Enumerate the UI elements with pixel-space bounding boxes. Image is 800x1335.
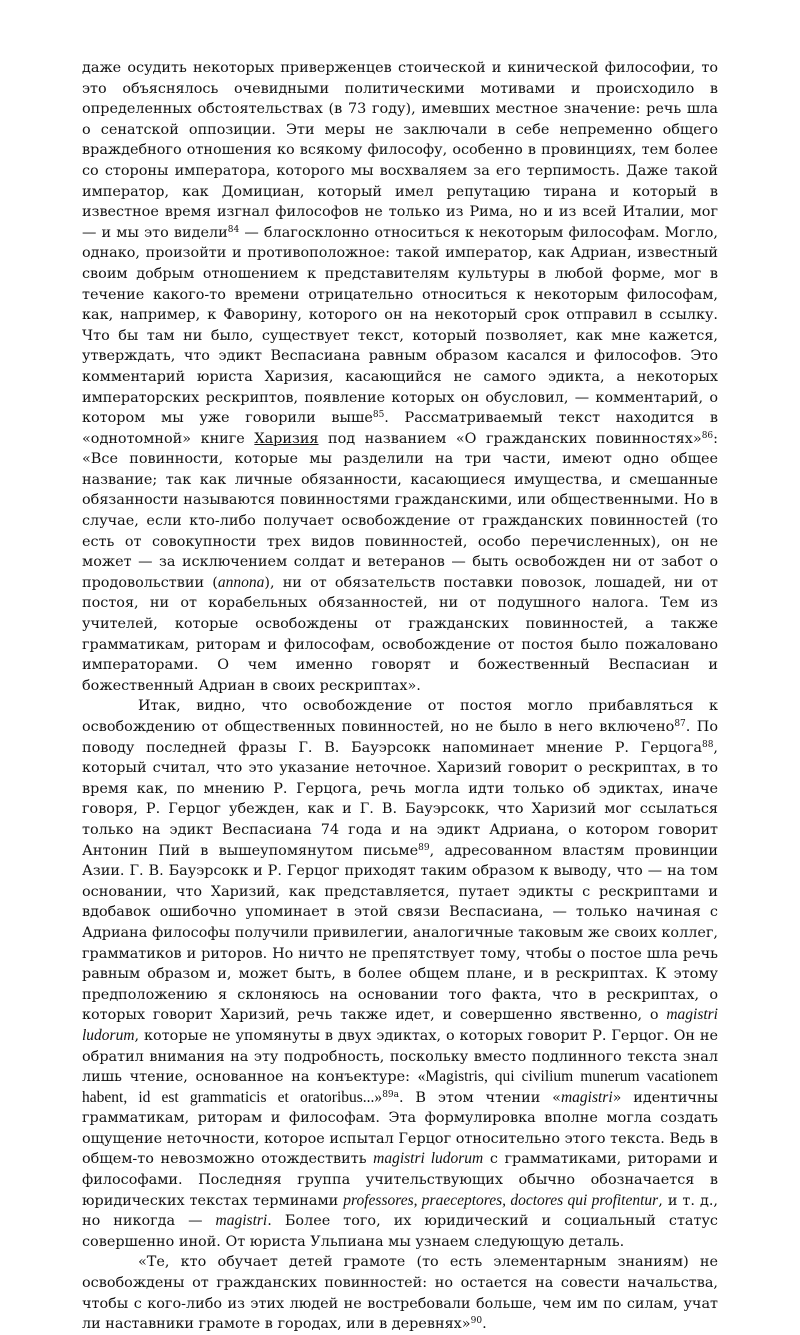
italic-term: magistri ludorum: [373, 1150, 484, 1168]
text-run: . Более того, их юридический и социальный статус совершенно иной. От юриста Ульпиана мы узнаем следующую деталь.: [82, 1213, 718, 1250]
text-run: с грамматиками, риторами и философами. Последняя группа учительствующих обычно обозначается в юридических текстах терминами: [82, 1151, 718, 1209]
paragraph-1: [82, 58, 718, 696]
footnote-ref[interactable]: 89: [418, 842, 430, 853]
text-run: . В этом чтении «: [399, 1089, 561, 1106]
paragraph-3: [82, 1252, 718, 1334]
text-run: » идентичны грамматикам, риторам и философам. Эта формулировка вполне могла создать ощущение неточности, которое испытал Герцог относительно этого текста. Ведь в общем-то невозможно отождествить: [82, 1089, 718, 1168]
underlined-name: Харизия: [254, 430, 319, 447]
text-run: : «Все повинности, которые мы разделили на три части, имеют одно общее название; так как личные обязанности, касающиеся имущества, и смешанные обязанности называются повинностями гражданскими, или общественными. Но в случае, если кто-либо получает освобождение от гражданских повинностей (то есть от совокупности трех видов повинностей, особо перечисленных), он не может — за исключением солдат и ветеранов — быть освобожден ни от забот о продовольствии (: [82, 430, 718, 591]
paragraph-2: [82, 696, 718, 1252]
text-run: . По поводу последней фразы Г. В. Бауэрсокк напоминает мнение Р. Герцога: [82, 719, 718, 756]
text-run: — благосклонно относиться к некоторым философам. Могло, однако, произойти и противоположное: такой император, как Адриан, известный своим добрым отношением к представителям культуры в любой форме, мог в течение какого-то времени отрицательно относиться к некоторым философам, как, например, к Фаворину, которого он на некоторый срок отправил в ссылку. Что бы там ни было, существует текст, который позволяет, как мне кажется, утверждать, что эдикт Веспасиана равным образом касался и философов. Это комментарий юриста Харизия, касающийся не самого эдикта, а некоторых императорских рескриптов, появление которых он обусловил, — комментарий, о котором мы уже говорили выше: [82, 224, 718, 427]
italic-term: annona: [217, 573, 265, 591]
footnote-ref[interactable]: 90: [470, 1316, 483, 1327]
text-run: , которые не упомянуты в двух эдиктах, о которых говорит Р. Герцог. Он не обратил внимания на эту подробность, поскольку вместо подлинного текста знал лишь чтение, основанное на конъектуре:: [82, 1027, 718, 1086]
latin-quote: «Magistris, qui civilium munerum vacationem habent, id est grammaticis et oratoribus...»: [82, 1068, 719, 1106]
text-run: даже осудить некоторых приверженцев стоической и кинической философии, то это объяснялось очевидными политическими мотивами и происходило в определенных обстоятельствах (в 73 году), имевших местное значение: речь шла о сенатской оппозиции. Эти меры не заключали в себе непременно общего враждебного отношения ко всякому философу, особенно в провинциях, тем более со стороны императора, которого мы восхваляем за его терпимость. Даже такой император, как Домициан, который имел репутацию тирана и который в известное время изгнал философов не только из Рима, но и из всей Италии, мог — и мы это видели: [82, 60, 718, 241]
footnote-ref[interactable]: 88: [701, 739, 714, 750]
text-run: , адресованном властям провинции Азии. Г. В. Бауэрсокк и Р. Герцог приходят таким образом к выводу, что — на том основании, что Харизий, как представляется, путает эдикты с рескриптами и вдобавок ошибочно упоминает в этой связи Веспасиана, — только начиная с Адриана философы получили привилегии, аналогичные таковым же своих коллег, грамматиков и риторов. Но ничто не препятствует тому, чтобы о постое шла речь равным образом и, может быть, в более общем плане, и в рескриптах. К этому предположению я склоняюсь на основании того факта, что в рескриптах, о которых говорит Харизий, речь также идет, и совершенно явственно, о: [82, 842, 719, 1024]
italic-term: professores, praeceptores, doctores qui profitentur: [343, 1191, 659, 1209]
italic-term: magistri ludorum: [82, 1006, 718, 1044]
text-run: . Рассматриваемый текст находится в «однотомной» книге: [82, 410, 718, 447]
footnote-ref[interactable]: 87: [674, 719, 686, 729]
text-run: , который считал, что это указание неточное. Харизий говорит о рескриптах, в то время как, по мнению Р. Герцога, речь могла идти только об эдиктах, иначе говоря, Р. Герцог убежден, как и Г. В. Бауэрсокк, что Харизий мог ссылаться только на эдикт Веспасиана 74 года и на эдикт Адриана, о котором говорит Антонин Пий в вышеупомянутом письме: [82, 739, 718, 859]
text-run: ), ни от обязательств поставки повозок, лошадей, ни от постоя, ни от корабельных обязанностей, ни от подушного налога. Тем из учителей, которые освобождены от гражданских повинностей, а также грамматикам, риторам и философам, освобождение от постоя было пожаловано императорами. О чем именно говорят и божественный Веспасиан и божественный Адриан в своих рескриптах».: [82, 574, 718, 694]
italic-term: magistri: [215, 1212, 268, 1230]
text-run: под названием «О гражданских повинностях»: [318, 430, 702, 447]
footnote-ref[interactable]: 89a: [382, 1089, 400, 1100]
text-run: «Те, кто обучает детей грамоте (то есть элементарным знаниям) не освобождены от гражданских повинностей: но остается на совести начальства, чтобы с кого-либо из этих людей не востребовали больше, чем им по силам, учат ли наставники грамоте в городах, или в деревнях»: [82, 1254, 718, 1333]
document-page: [82, 58, 718, 1335]
italic-term: magistri: [560, 1088, 613, 1106]
text-run: .: [482, 1316, 487, 1333]
footnote-ref[interactable]: 84: [227, 224, 240, 235]
text-run: Итак, видно, что освобождение от постоя могло прибавляться к освобождению от общественных повинностей, но не было в него включено: [82, 698, 718, 735]
footnote-ref[interactable]: 86: [701, 430, 714, 441]
footnote-ref[interactable]: 85: [372, 410, 385, 421]
text-run: , и т. д., но никогда —: [82, 1192, 719, 1230]
